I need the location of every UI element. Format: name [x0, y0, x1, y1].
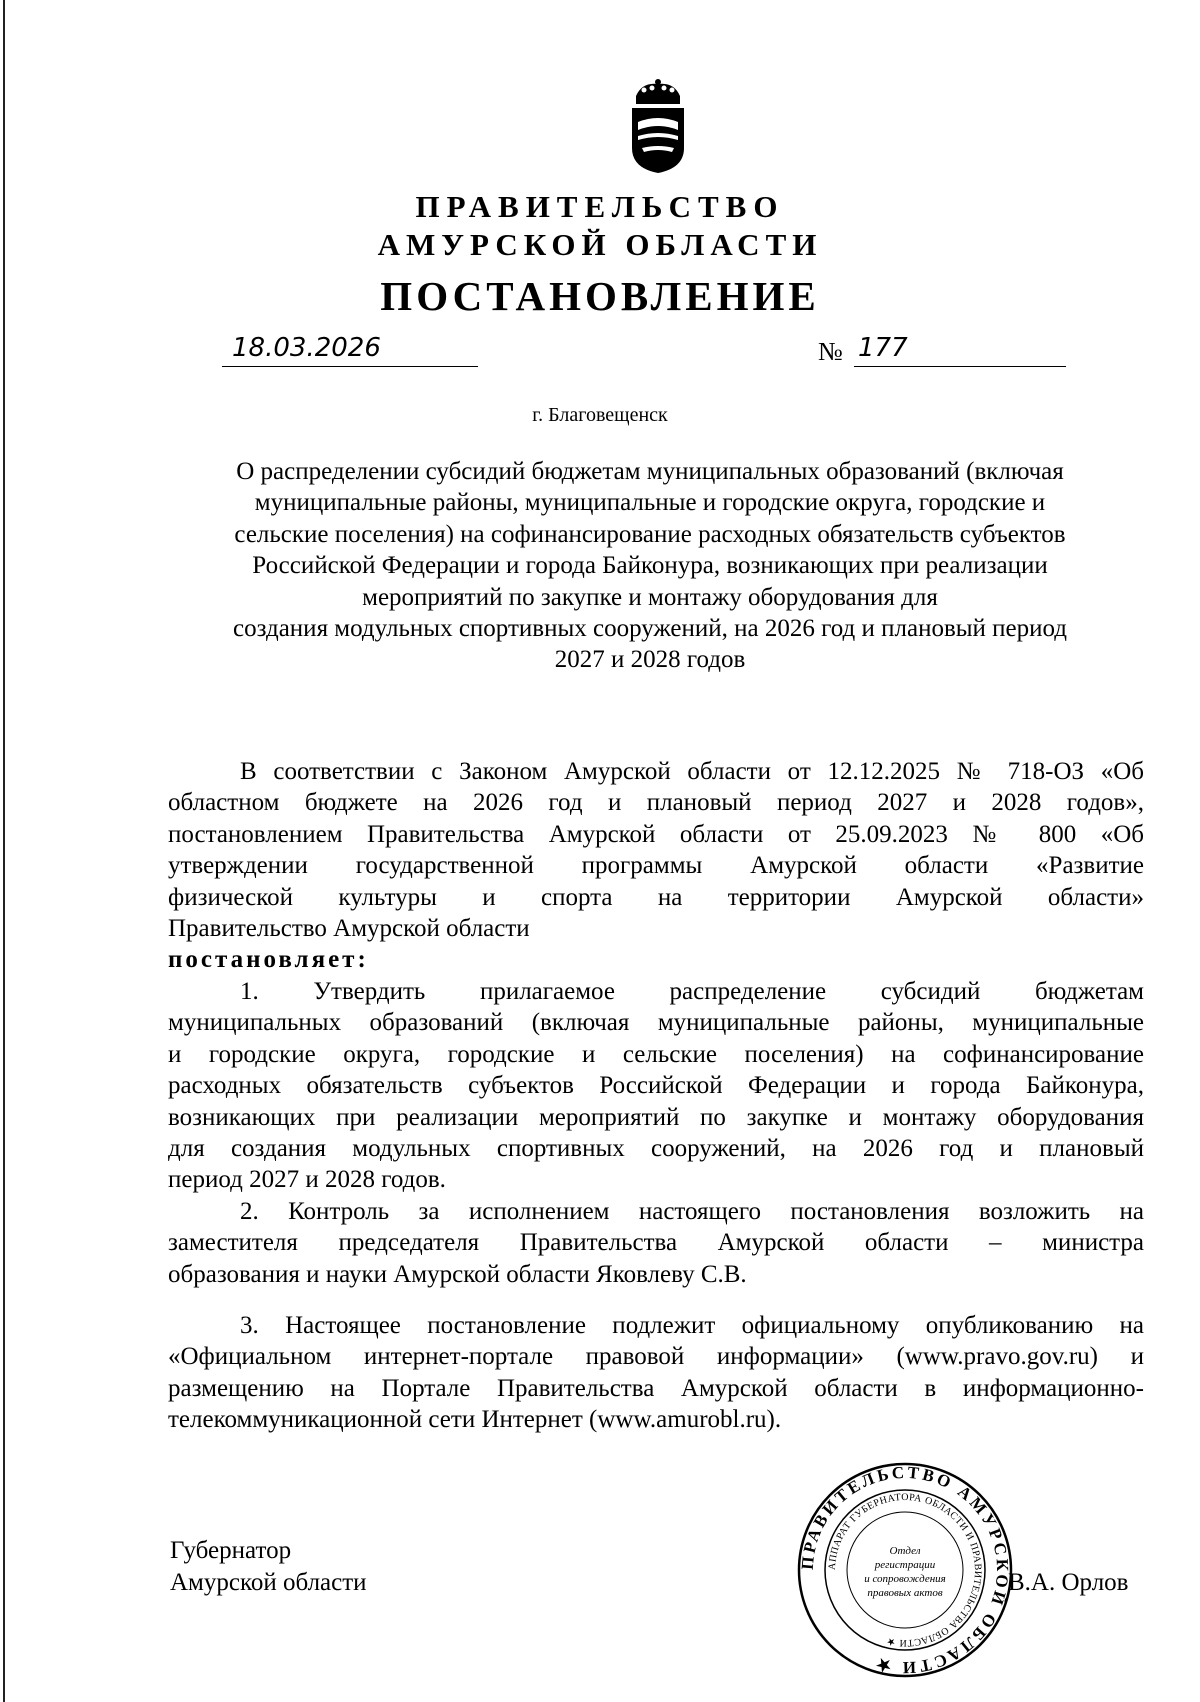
stamp-inner-text: АППАРАТ ГУБЕРНАТОРА ОБЛАСТИ И ПРАВИТЕЛЬСТВА ОБЛАСТИ ★: [826, 1491, 984, 1649]
document-type: ПОСТАНОВЛЕНИЕ: [380, 273, 820, 319]
org-name-line1: ПРАВИТЕЛЬСТВО: [415, 189, 785, 224]
item2-line: заместителя председателя Правительства Амурской области – министра: [168, 1229, 1144, 1257]
title-line: Российской Федерации и города Байконура, возникающих при реализации: [252, 552, 1048, 580]
item1-line: для создания модульных спортивных сооружений, на 2026 год и плановый: [168, 1134, 1144, 1162]
preamble-line: утверждении государственной программы Амурской области «Развитие: [168, 852, 1144, 880]
item1-line: и городские округа, городские и сельские поселения) на софинансирование: [168, 1040, 1144, 1068]
city: г. Благовещенск: [532, 404, 668, 426]
item-1: [168, 976, 1144, 1196]
preamble-line: физической культуры и спорта на территории Амурской области»: [168, 883, 1144, 911]
title-line: 2027 и 2028 годов: [554, 646, 746, 674]
item1-line: период 2027 и 2028 годов.: [168, 1166, 446, 1194]
title-line: создания модульных спортивных сооружений, на 2026 год и плановый период: [232, 615, 1068, 643]
document-date: 18.03.2026: [222, 330, 478, 367]
signatory-position-line1: Губернатор: [170, 1537, 292, 1564]
official-stamp: [795, 1460, 1015, 1680]
preamble-line: Правительство Амурской области: [168, 914, 530, 942]
item3-line: «Официальном интернет-портале правовой информации» (www.pravo.gov.ru) и: [168, 1343, 1144, 1371]
resolves-word: постановляет:: [168, 946, 369, 974]
item1-line: возникающих при реализации мероприятий по закупке и монтажу оборудования: [168, 1103, 1144, 1131]
item1-line: 1. Утвердить прилагаемое распределение субсидий бюджетам: [240, 978, 1144, 1005]
org-name-line2: АМУРСКОЙ ОБЛАСТИ: [377, 227, 823, 262]
item3-line: телекоммуникационной сети Интернет (www.amurobl.ru).: [168, 1406, 782, 1434]
signatory-name: В.А. Орлов: [1008, 1569, 1129, 1596]
item-2: [168, 1196, 1144, 1290]
stamp-center-line: правовых актов: [867, 1587, 943, 1599]
preamble: [168, 756, 1144, 976]
signatory-position-line2: Амурской области: [170, 1569, 367, 1596]
title-line: сельские поселения) на софинансирование расходных обязательств субъектов: [234, 520, 1066, 548]
stamp-center-line: и сопровождения: [864, 1573, 946, 1585]
document-title: [170, 456, 1130, 676]
number-label: №: [818, 337, 843, 366]
item3-line: размещению на Портале Правительства Амурской области в информационно-: [168, 1374, 1144, 1402]
document-number: 177: [854, 330, 1066, 367]
preamble-line: постановлением Правительства Амурской области от 25.09.2023 № 800 «Об: [168, 820, 1144, 848]
item3-line: 3. Настоящее постановление подлежит официальному опубликованию на: [240, 1312, 1144, 1339]
title-line: мероприятий по закупке и монтажу оборудования для: [362, 583, 938, 611]
stamp-center-line: регистрации: [874, 1559, 936, 1571]
item2-line: образования и науки Амурской области Яковлеву С.В.: [168, 1260, 747, 1288]
item1-line: расходных обязательств субъектов Российской Федерации и города Байконура,: [168, 1072, 1144, 1100]
preamble-line: областном бюджете на 2026 год и плановый период 2027 и 2028 годов»,: [168, 789, 1144, 817]
preamble-line: В соответствии с Законом Амурской области от 12.12.2025 № 718-ОЗ «Об: [240, 758, 1144, 785]
stamp-center-line: Отдел: [889, 1545, 921, 1557]
title-line: О распределении субсидий бюджетам муниципальных образований (включая: [236, 458, 1064, 485]
coat-of-arms-emblem: [622, 78, 694, 174]
item1-line: муниципальных образований (включая муниципальные районы, муниципальные: [168, 1009, 1144, 1037]
item-3: [168, 1310, 1144, 1436]
title-line: муниципальные районы, муниципальные и городские округа, городские и: [254, 489, 1046, 517]
item2-line: 2. Контроль за исполнением настоящего постановления возложить на: [240, 1198, 1144, 1225]
signatory-position: [170, 1535, 367, 1599]
stamp-outer-text: ПРАВИТЕЛЬСТВО АМУРСКОЙ ОБЛАСТИ ★: [797, 1462, 1013, 1678]
